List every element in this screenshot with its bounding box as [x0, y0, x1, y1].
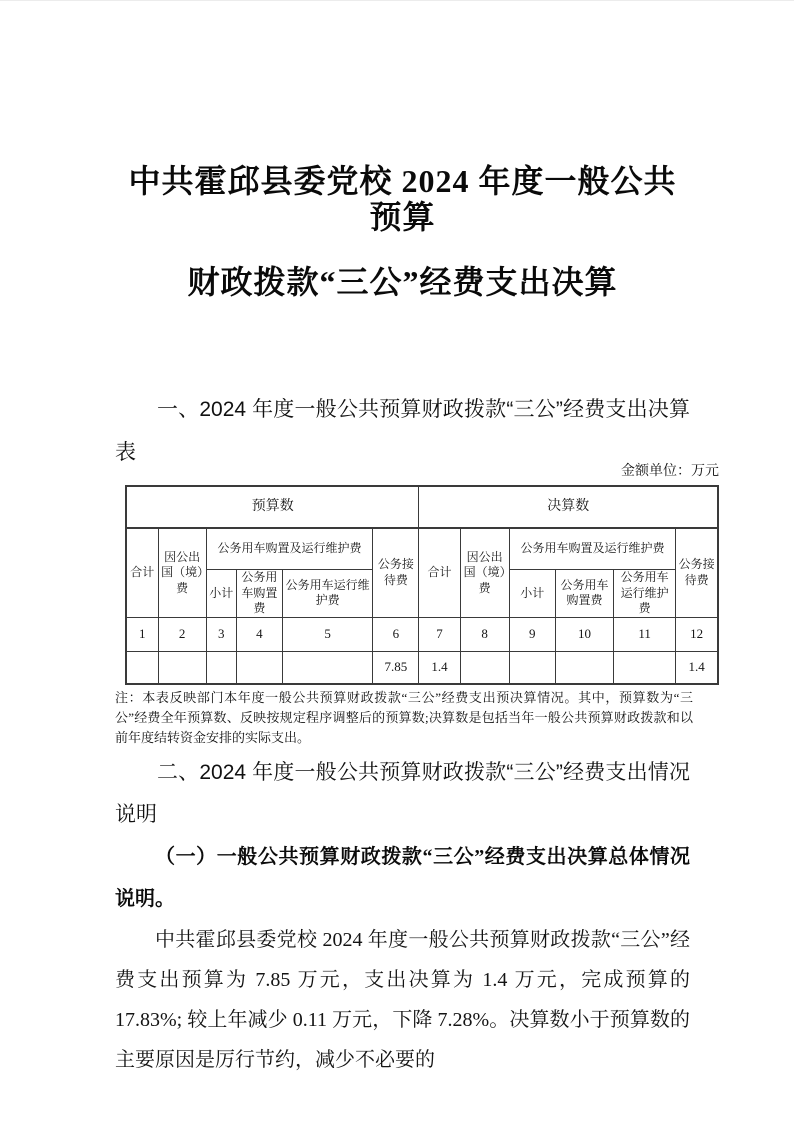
th-budget-subtotal: 小计 [206, 570, 236, 618]
value-cell [282, 651, 372, 684]
column-number-cell: 9 [509, 617, 555, 651]
column-number-cell: 12 [676, 617, 718, 651]
column-number-cell: 3 [206, 617, 236, 651]
column-number-cell: 1 [126, 617, 158, 651]
value-cell [555, 651, 613, 684]
column-number-cell: 6 [373, 617, 419, 651]
value-cell: 1.4 [419, 651, 460, 684]
th-final-abroad: 因公出国（境）费 [460, 528, 509, 617]
th-budget-total: 合计 [126, 528, 158, 617]
th-budget-purchase: 公务用车购置费 [236, 570, 282, 618]
value-cell [236, 651, 282, 684]
column-number-cell: 4 [236, 617, 282, 651]
value-cell [460, 651, 509, 684]
th-budget-abroad: 因公出国（境）费 [158, 528, 206, 617]
th-final-subtotal: 小计 [509, 570, 555, 618]
table-row [126, 486, 718, 528]
value-cell [126, 651, 158, 684]
section2-paragraph: 中共霍邱县委党校 2024 年度一般公共预算财政拨款“三公”经费支出预算为 7.85 万元，支出决算为 1.4 万元，完成预算的 17.83%; 较上年减少 0.11 万元，下降 7.28%。决算数小于预算数的主要原因是厉行节约，减少不必要的 [115, 928, 690, 1071]
th-final-purchase: 公务用车购置费 [555, 570, 613, 618]
column-number-cell: 5 [282, 617, 372, 651]
table-note: 注：本表反映部门本年度一般公共预算财政拨款“三公”经费支出预决算情况。其中，预算数为“三公”经费全年预算数、反映按规定程序调整后的预算数;决算数是包括当年一般公共预算财政拨款和以前年度结转资金安排的实际支出。 [115, 689, 693, 745]
th-budget-reception: 公务接待费 [373, 528, 419, 617]
value-cell: 7.85 [373, 651, 419, 684]
table-row [126, 528, 718, 570]
column-number-cell: 10 [555, 617, 613, 651]
section2-subheading: （一）一般公共预算财政拨款“三公”经费支出决算总体情况说明。 [115, 845, 690, 910]
column-number-cell: 11 [614, 617, 676, 651]
value-cell [158, 651, 206, 684]
column-number-cell: 7 [419, 617, 460, 651]
column-number-cell: 2 [158, 617, 206, 651]
sangong-table-wrapper [125, 485, 715, 685]
th-budget-operation: 公务用车运行维护费 [282, 570, 372, 618]
column-number-row [126, 617, 718, 651]
value-cell: 1.4 [676, 651, 718, 684]
value-cell [614, 651, 676, 684]
th-final-reception: 公务接待费 [676, 528, 718, 617]
column-number-cell: 8 [460, 617, 509, 651]
th-final-total: 合计 [419, 528, 460, 617]
value-row [126, 651, 718, 684]
th-final-operation: 公务用车运行维护费 [614, 570, 676, 618]
th-final-vehicle-group: 公务用车购置及运行维护费 [509, 528, 676, 570]
th-final-group: 决算数 [419, 486, 718, 528]
value-cell [206, 651, 236, 684]
sangong-table [125, 485, 719, 685]
unit-note: 金额单位：万元 [621, 464, 719, 479]
value-cell [509, 651, 555, 684]
section2-heading: 二、2024 年度一般公共预算财政拨款“三公”经费支出情况说明 [115, 760, 690, 826]
document-title-line-2: 财政拨款“三公”经费支出决算 [187, 264, 618, 300]
th-budget-vehicle-group: 公务用车购置及运行维护费 [206, 528, 373, 570]
th-budget-group: 预算数 [126, 486, 419, 528]
section1-heading: 一、2024 年度一般公共预算财政拨款“三公”经费支出决算表 [115, 398, 690, 464]
document-title-line-1: 中共霍邱县委党校 2024 年度一般公共预算 [128, 163, 677, 235]
